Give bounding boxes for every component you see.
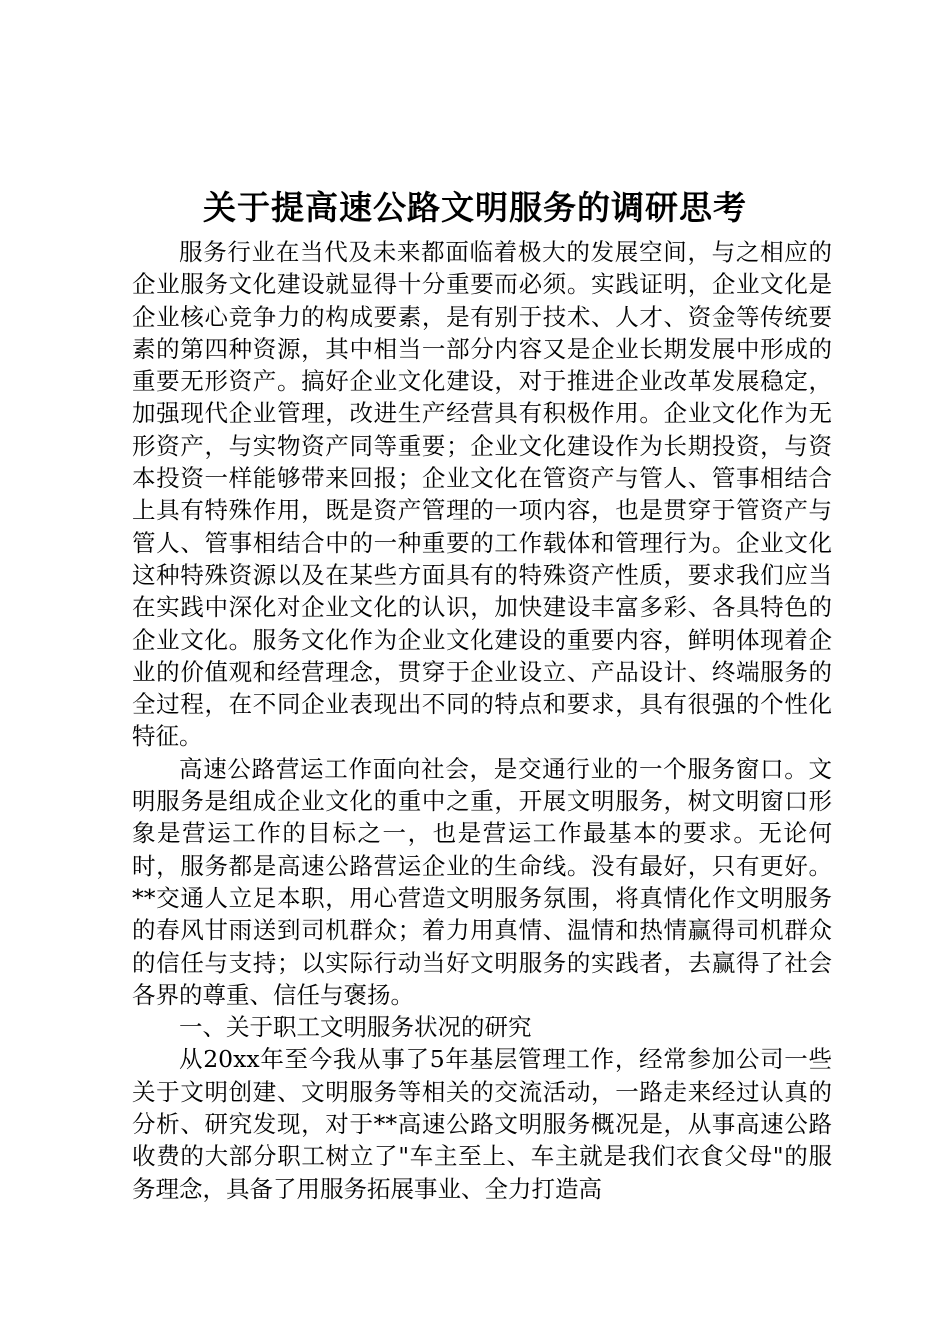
document-title: 关于提高速公路文明服务的调研思考 [203, 188, 747, 227]
document-body [132, 236, 832, 1205]
paragraph-research: 从20xx年至今我从事了5年基层管理工作，经常参加公司一些关于文明创建、文明服务等相关的交流活动，一路走来经过认真的分析、研究发现，对于**高速公路文明服务概况是，从事高速公路收费的大部分职工树立了"车主至上、车主就是我们衣食父母"的服务理念，具备了用服务拓展事业、全力打造高 [132, 1045, 832, 1203]
paragraph-intro: 服务行业在当代及未来都面临着极大的发展空间，与之相应的企业服务文化建设就显得十分重要而必须。实践证明，企业文化是企业核心竞争力的构成要素，是有别于技术、人才、资金等传统要素的第四种资源，其中相当一部分内容又是企业长期发展中形成的重要无形资产。搞好企业文化建设，对于推进企业改革发展稳定，加强现代企业管理，改进生产经营具有积极作用。企业文化作为无形资产，与实物资产同等重要；企业文化建设作为长期投资，与资本投资一样能够带来回报；企业文化在管资产与管人、管事相结合上具有特殊作用，既是资产管理的一项内容，也是贯穿于管资产与管人、管事相结合中的一种重要的工作载体和管理行为。企业文化这种特殊资源以及在某些方面具有的特殊资产性质，要求我们应当在实践中深化对企业文化的认识，加快建设丰富多彩、各具特色的企业文化。服务文化作为企业文化建设的重要内容，鲜明体现着企业的价值观和经营理念，贯穿于企业设立、产品设计、终端服务的全过程，在不同企业表现出不同的特点和要求，具有很强的个性化特征。 [132, 238, 832, 751]
section-heading-1: 一、关于职工文明服务状况的研究 [179, 1013, 532, 1042]
paragraph-highway-service: 高速公路营运工作面向社会，是交通行业的一个服务窗口。文明服务是组成企业文化的重中之重，开展文明服务，树文明窗口形象是营运工作的目标之一，也是营运工作最基本的要求。无论何时，服务都是高速公路营运企业的生命线。没有最好，只有更好。**交通人立足本职，用心营造文明服务氛围，将真情化作文明服务的春风甘雨送到司机群众；着力用真情、温情和热情赢得司机群众的信任与支持；以实际行动当好文明服务的实践者，去赢得了社会各界的尊重、信任与褒扬。 [132, 754, 832, 1009]
